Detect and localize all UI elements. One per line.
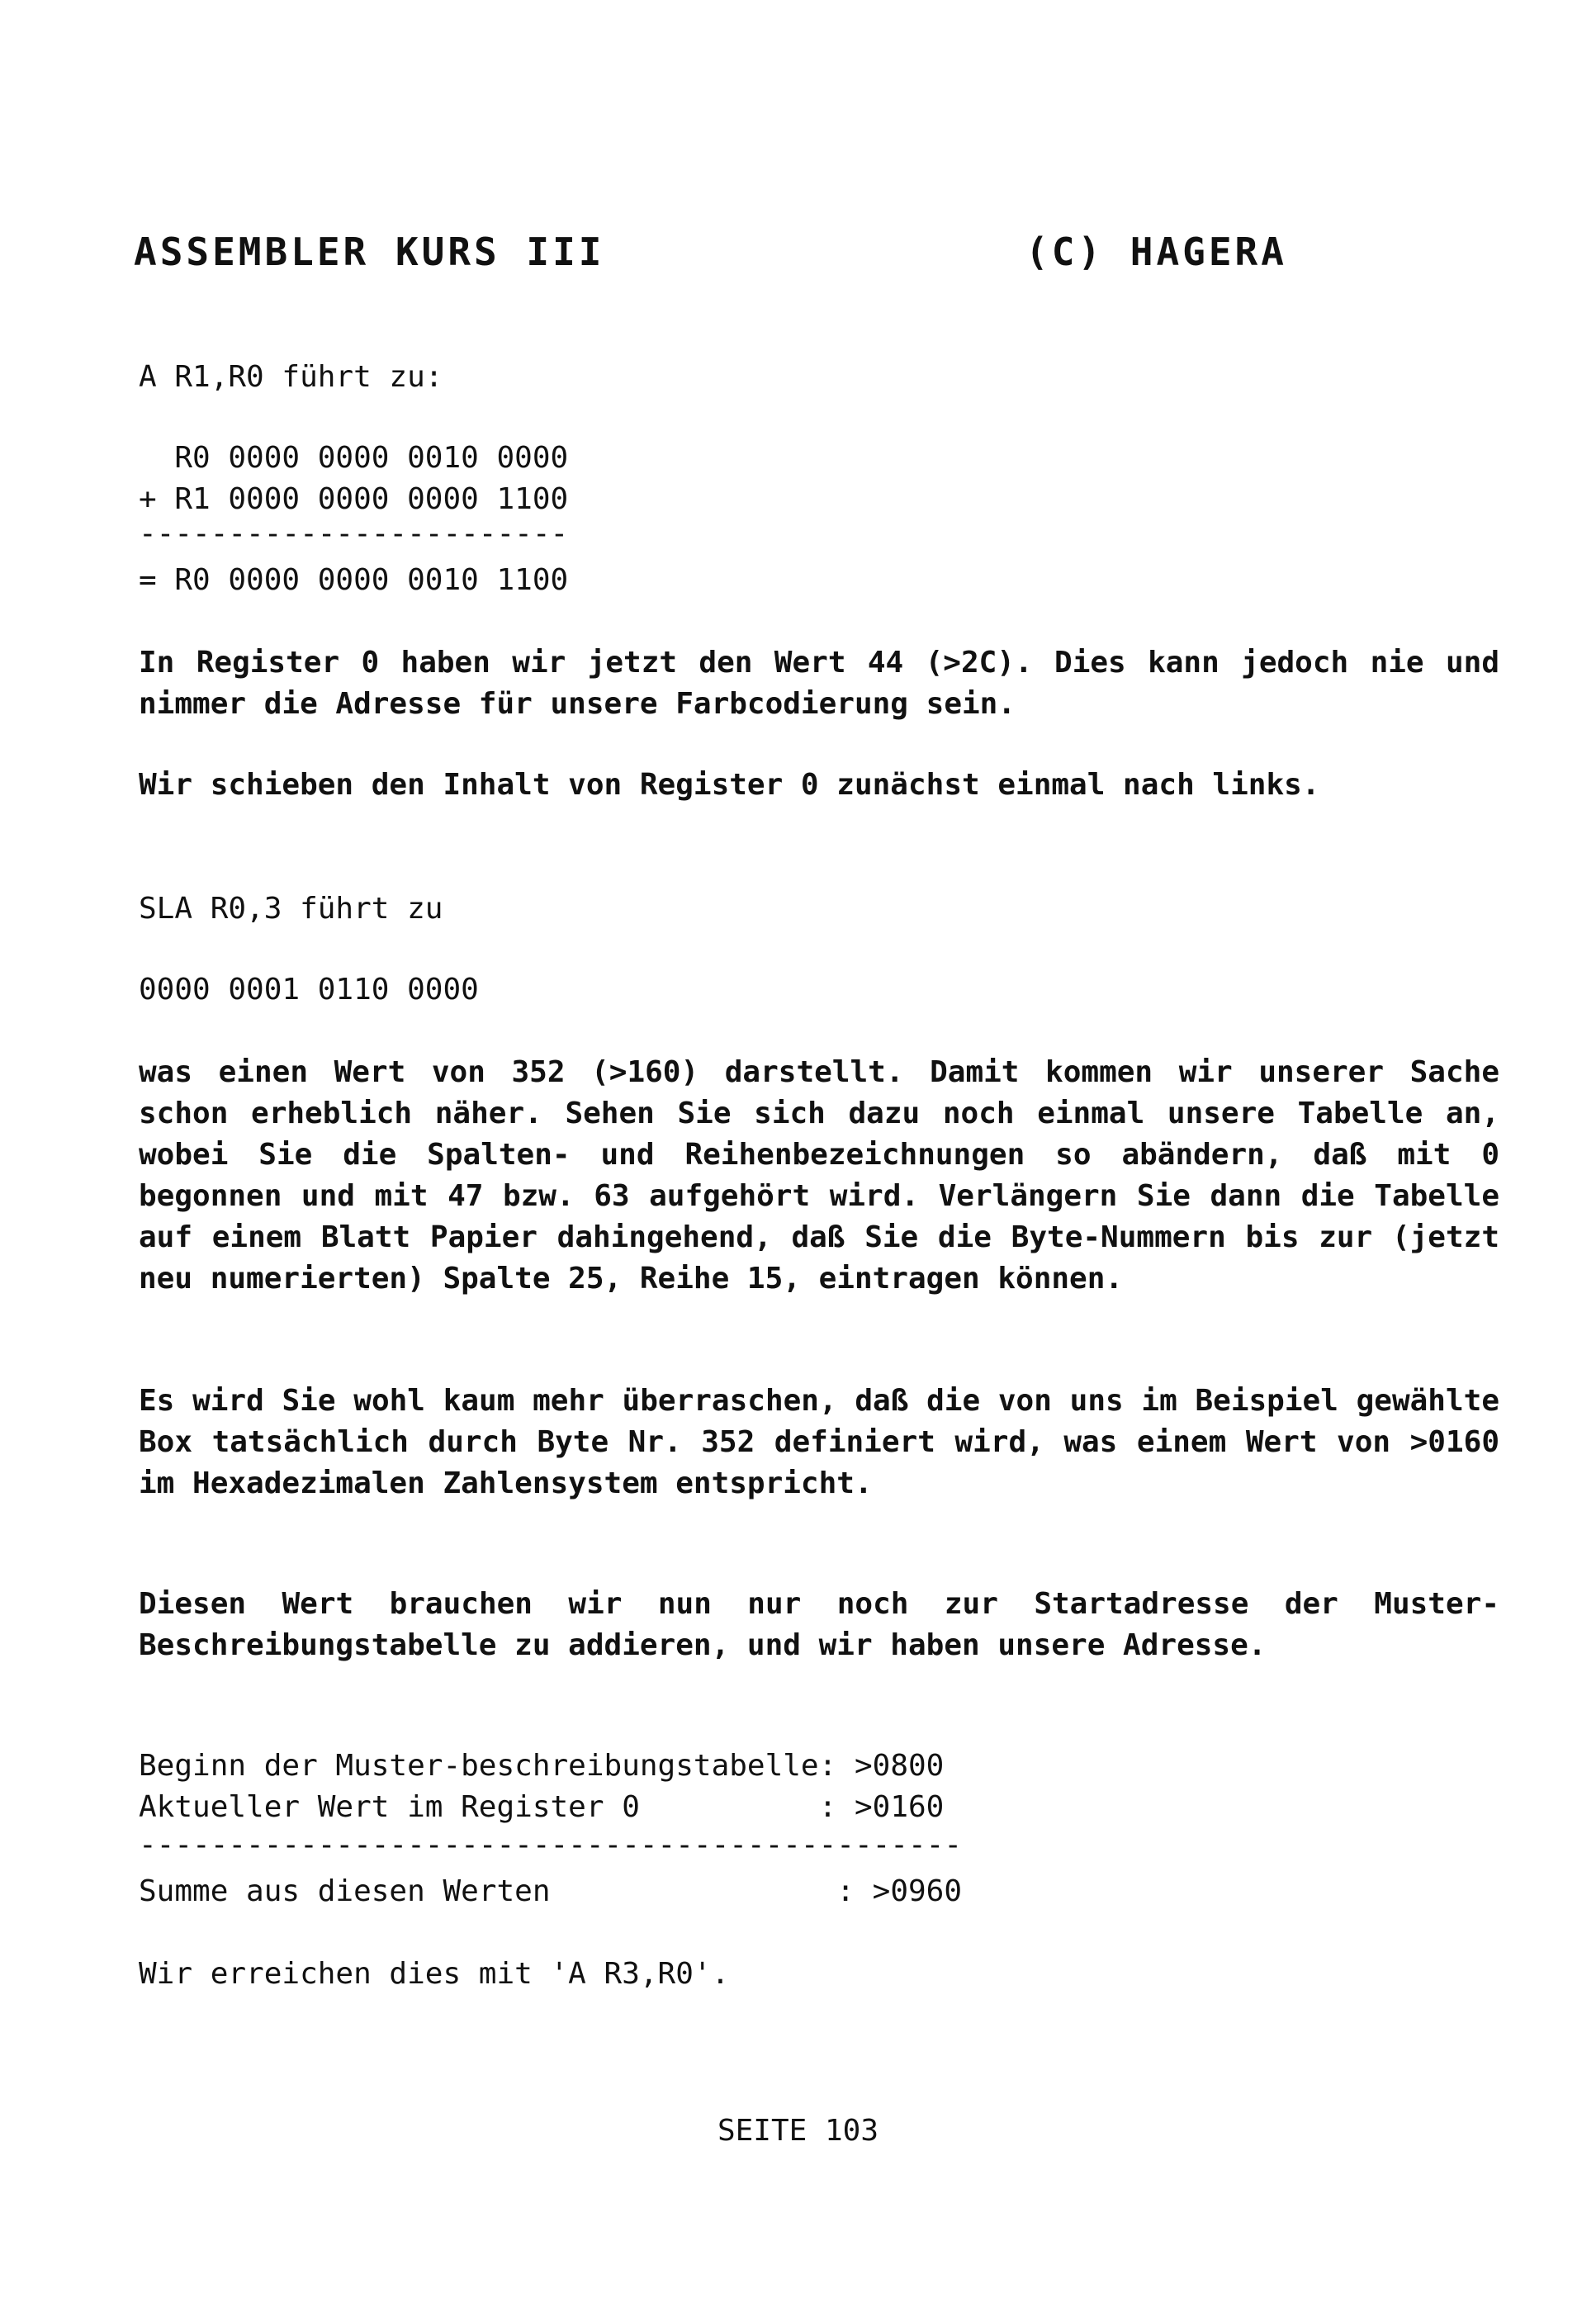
sum-row-label: Beginn der Muster-beschreibungstabelle: [139,1749,837,1783]
copyright-notice: (C) HAGERA [1025,230,1287,274]
paragraph-start-address: Diesen Wert brauchen wir nun nur noch zur Startadresse der Muster-Beschreibungstabelle zu addieren, und wir haben unsere Adresse. [139,1587,1499,1662]
course-title: ASSEMBLER KURS III [134,230,605,274]
sum-total-value: >0960 [872,1874,963,1908]
sla-instruction-line: SLA R0,3 führt zu [139,892,443,926]
sum-row-total [139,1871,962,1912]
closing-line: Wir erreichen dies mit 'A R3,R0'. [139,1957,730,1991]
addition-line-r0: R0 0000 0000 0010 0000 [139,441,569,475]
addition-rule: ------------------------ [139,517,569,551]
intro-line: A R1,R0 führt zu: [139,360,443,394]
page-number-footer: SEITE 103 [717,2114,879,2148]
sum-row-value: >0160 [854,1790,945,1824]
page-header [134,230,1422,279]
sum-rule: ---------------------------------------------- [139,1828,962,1862]
addition-result: = R0 0000 0000 0010 1100 [139,563,569,597]
sum-total-label: Summe aus diesen Werten : [139,1874,855,1908]
paragraph-table-explanation: was einen Wert von 352 (>160) darstellt. Damit kommen wir unserer Sache schon erheblich näher. Sehen Sie sich dazu noch einmal unsere Tabelle an, wobei Sie die Spalten- und Reihenbezeichnungen so abändern, daß mit 0 begonnen und mit 47 bzw. 63 aufgehört wird. Verlängern Sie dann die Tabelle auf einem Blatt Papier dahingehend, daß Sie die Byte-Nummern bis zur (jetzt neu numerierten) Spalte 25, Reihe 15, eintragen können. [139,1055,1499,1296]
sum-row-table-start [139,1746,944,1787]
paragraph-shift-left: Wir schieben den Inhalt von Register 0 zunächst einmal nach links. [139,768,1320,802]
binary-result-line: 0000 0001 0110 0000 [139,973,479,1007]
addition-line-r1: + R1 0000 0000 0000 1100 [139,482,569,516]
sum-row-value: >0800 [854,1749,945,1783]
sum-row-label: Aktueller Wert im Register 0 : [139,1790,837,1824]
paragraph-register-value: In Register 0 haben wir jetzt den Wert 44 (>2C). Dies kann jedoch nie und nimmer die Adresse für unsere Farbcodierung sein. [139,646,1499,721]
sum-row-register-value [139,1787,944,1828]
paragraph-byte-definition: Es wird Sie wohl kaum mehr überraschen, daß die von uns im Beispiel gewählte Box tatsächlich durch Byte Nr. 352 definiert wird, was einem Wert von >0160 im Hexadezimalen Zahlensystem entspricht. [139,1384,1499,1500]
